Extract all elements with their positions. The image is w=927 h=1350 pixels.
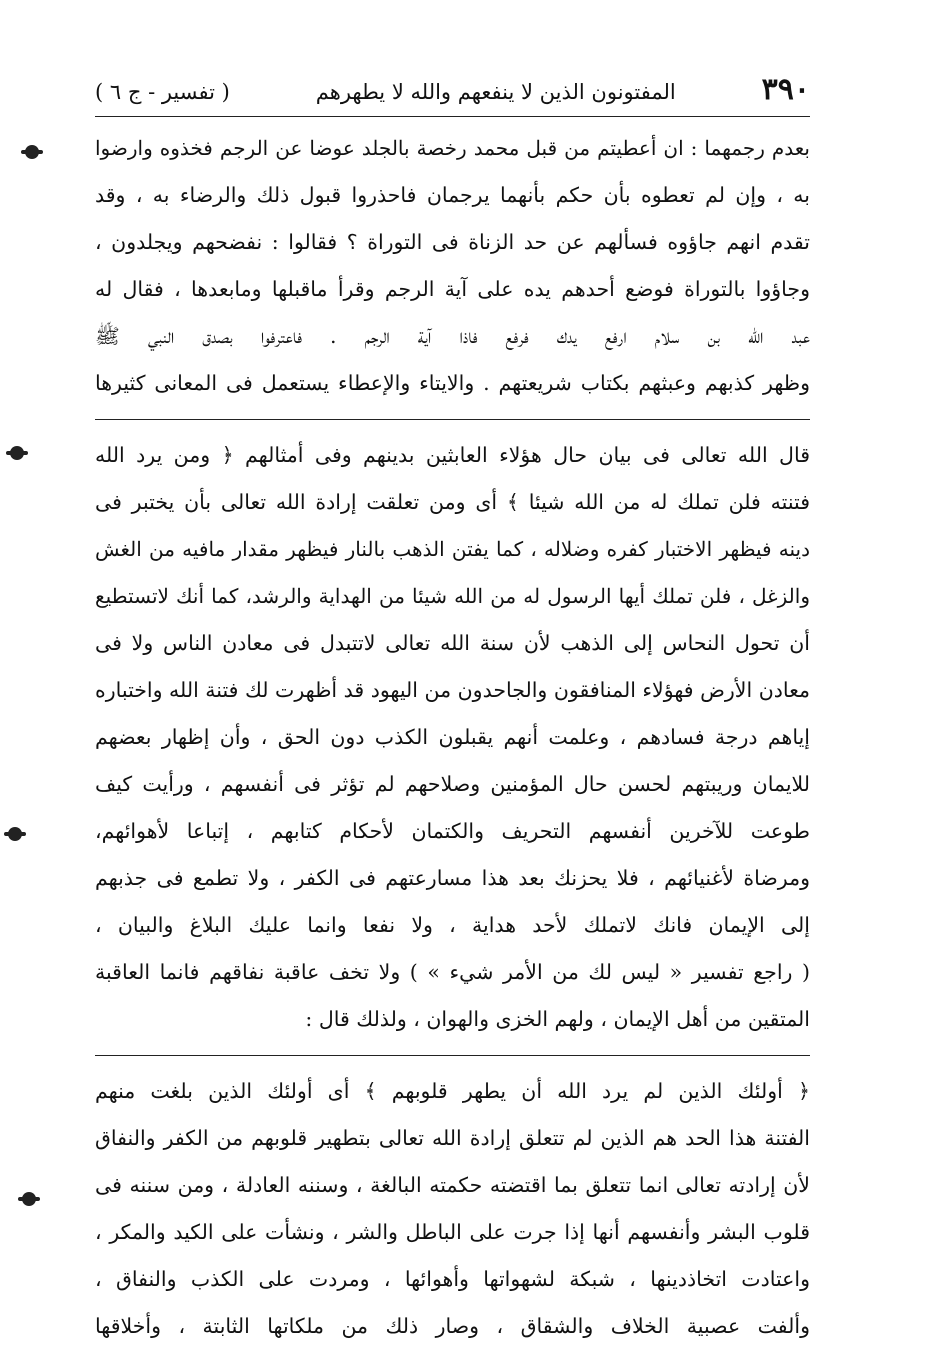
document-page — [95, 72, 810, 1350]
margin-marker-1 — [25, 145, 39, 159]
text-line: ومرضاة لأغنيائهم ، فلا يحزنك بعد هذا مسارعتهم فى الكفر ، ولا تطمع فى جذبهم — [95, 866, 810, 890]
text-line: ( راجع تفسير « ليس لك من الأمر شيء » ) ولا تخف عاقبة نفاقهم فانما العاقبة — [95, 960, 810, 984]
text-line: قال الله تعالى فى بيان حال هؤلاء العابثين بدينهم وفى أمثالهم ﴿ ومن يرد الله — [95, 443, 810, 467]
section-divider — [95, 1055, 810, 1056]
text-line: لأن إرادته تعالى انما تتعلق بما اقتضته حكمته البالغة ، وسننه العادلة ، ومن سننه فى — [95, 1173, 810, 1197]
text-line: وألفت عصبية الخلاف والشقاق ، وصار ذلك من ملكاتها الثابتة ، وأخلاقها — [95, 1314, 810, 1338]
text-line: معادن الأرض فهؤلاء المنافقون والجاحدون من اليهود قد أظهرت لك فتنة الله واختباره — [95, 678, 810, 702]
text-line: بعدم رجمهما : ان أعطيتم من قبل محمد رخصة بالجلد عوضا عن الرجم فخذوه وارضوا — [95, 136, 810, 160]
text-line: تقدم انهم جاؤوه فسألهم عن حد الزناة فى التوراة ؟ فقالوا : نفضحهم ويجلدون ، — [95, 230, 810, 254]
text-line: الفتنة هذا الحد هم الذين لم تتعلق إرادة الله تعالى بتطهير قلوبهم من الكفر والنفاق — [95, 1126, 810, 1150]
text-line: واعتادت اتخاذدينها ، شبكة لشهواتها وأهوائها ، ومردت على الكذب والنفاق ، — [95, 1267, 810, 1291]
text-line: والزغل ، فلن تملك أيها الرسول له من الله شيئا من الهداية والرشد، كما أنك لاتستطيع — [95, 584, 810, 608]
text-line: للايمان وريبتهم لحسن حال المؤمنين وصلاحهم لم تؤثر فى أنفسهم ، ورأيت كيف — [95, 772, 810, 796]
text-line: وظهر كذبهم وعبثهم بكتاب شريعتهم . والايتاء والإعطاء يستعمل فى المعانى كثيرها — [95, 371, 810, 395]
paragraph-3 — [95, 1068, 810, 1350]
volume-label: ( تفسير - ج ٦ ) — [95, 80, 230, 104]
text-line: أن تحول النحاس إلى الذهب لأن سنة الله تعالى لاتتبدل فى معادن الناس ولا فى — [95, 631, 810, 655]
section-divider — [95, 419, 810, 420]
text-line: عبد الله بن سلام ارفع يدك فرفع فاذا آية الرجم . فاعترفوا بصدق النبي ﷺ — [95, 324, 810, 348]
paragraph-2 — [95, 432, 810, 1043]
text-line: ﴿ أولئك الذين لم يرد الله أن يطهر قلوبهم ﴾ أى أولئك الذين بلغت منهم — [95, 1079, 810, 1103]
text-line: طوعت للآخرين أنفسهم التحريف والكتمان لأحكام كتابهم ، إتباعا لأهوائهم، — [95, 819, 810, 843]
paragraph-1 — [95, 125, 810, 407]
margin-marker-2 — [10, 446, 24, 460]
text-line: به ، وإن لم تعطوه بأن حكم بأنهما يرجمان فاحذروا قبول ذلك والرضاء به ، وقد — [95, 183, 810, 207]
margin-marker-3 — [8, 827, 22, 841]
text-line: وجاؤوا بالتوراة فوضع أحدهم يده على آية الرجم وقرأ ماقبلها ومابعدها ، فقال له — [95, 277, 810, 301]
text-line: فتنته فلن تملك له من الله شيئا ﴾ أى ومن تعلقت إرادة الله تعالى بأن يختبر فى — [95, 490, 810, 514]
text-line: دينه فيظهر الاختبار كفره وضلاله ، كما يفتن الذهب بالنار فيظهر مقدار مافيه من الغش — [95, 537, 810, 561]
page-header — [95, 72, 810, 112]
header-rule — [95, 116, 810, 117]
text-line: إياهم درجة فسادهم ، وعلمت أنهم يقبلون الكذب دون الحق ، وأن إظهار بعضهم — [95, 725, 810, 749]
text-line: قلوب البشر وأنفسهم أنها إذا جرت على الباطل والشر ، ونشأت على الكيد والمكر ، — [95, 1220, 810, 1244]
page-number: ٣٩٠ — [761, 72, 810, 107]
text-line: المتقين من أهل الإيمان ، ولهم الخزى والهوان ، ولذلك قال : — [305, 1007, 810, 1031]
margin-marker-4 — [22, 1192, 36, 1206]
text-line: إلى الإيمان فانك لاتملك لأحد هداية ، ولا نفعا وانما عليك البلاغ والبيان ، — [95, 913, 810, 937]
running-title: المفتونون الذين لا ينفعهم والله لا يطهرهم — [315, 80, 676, 104]
